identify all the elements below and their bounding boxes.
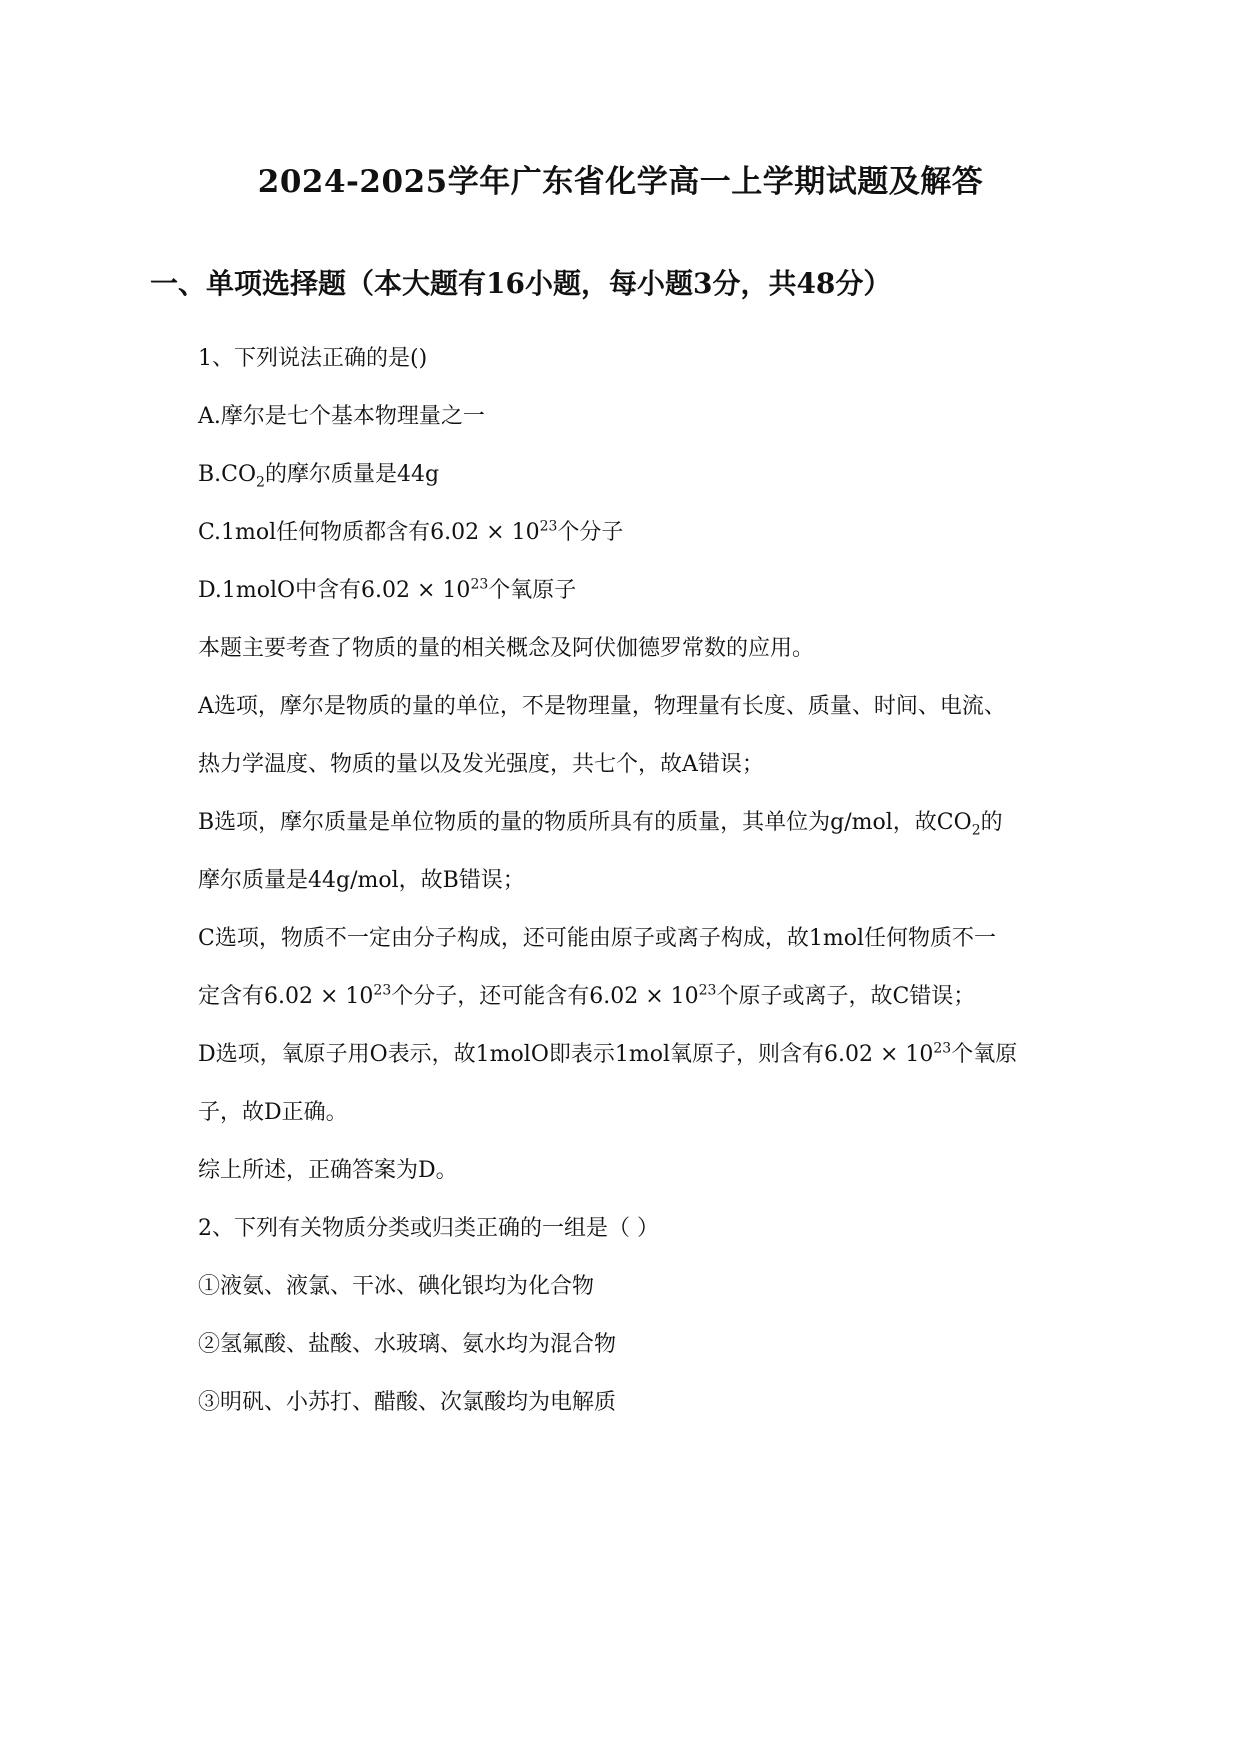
analysis-b-text-post: 的: [980, 810, 1003, 835]
question-2-stem: 2、下列有关物质分类或归类正确的一组是（ ）: [198, 1216, 659, 1241]
analysis-c-text-b: 个分子，还可能含有6.02 × 10: [391, 984, 699, 1009]
superscript: 23: [539, 518, 558, 535]
question-2-item-1: ①液氨、液氯、干冰、碘化银均为化合物: [198, 1274, 595, 1299]
superscript: 23: [698, 982, 717, 999]
option-c-text-pre: C.1mol任何物质都含有6.02 × 10: [198, 520, 540, 545]
conclusion: 综上所述，正确答案为D。: [198, 1158, 458, 1183]
superscript: 23: [933, 1040, 952, 1057]
option-d-text-post: 个氧原子: [488, 578, 577, 603]
option-c-text-post: 个分子: [557, 520, 624, 545]
analysis-d-line-1: [198, 1040, 1017, 1070]
question-1-option-b: [198, 460, 439, 490]
analysis-b-text-pre: B选项，摩尔质量是单位物质的量的物质所具有的质量，其单位为g/mol，故CO: [198, 810, 972, 835]
subscript: 2: [971, 822, 981, 839]
analysis-c-text-a: 定含有6.02 × 10: [198, 984, 374, 1009]
analysis-a-line-2: 热力学温度、物质的量以及发光强度，共七个，故A错误；: [198, 752, 764, 777]
analysis-intro: 本题主要考查了物质的量的相关概念及阿伏伽德罗常数的应用。: [198, 636, 815, 661]
question-1-option-a: A.摩尔是七个基本物理量之一: [198, 404, 485, 429]
analysis-d-text-post: 个氧原: [951, 1042, 1018, 1067]
analysis-d-text-pre: D选项，氧原子用O表示，故1molO即表示1mol氧原子，则含有6.02 × 10: [198, 1042, 934, 1067]
analysis-a-line-1: A选项，摩尔是物质的量的单位，不是物理量，物理量有长度、质量、时间、电流、: [198, 694, 1006, 719]
analysis-c-line-1: C选项，物质不一定由分子构成，还可能由原子或离子构成，故1mol任何物质不一: [198, 926, 996, 951]
question-1-option-d: [198, 576, 576, 606]
question-2-item-3: ③明矾、小苏打、醋酸、次氯酸均为电解质: [198, 1390, 617, 1415]
superscript: 23: [470, 576, 489, 593]
analysis-c-text-c: 个原子或离子，故C错误；: [716, 984, 976, 1009]
analysis-d-line-2: 子，故D正确。: [198, 1100, 348, 1125]
option-d-text-pre: D.1molO中含有6.02 × 10: [198, 578, 471, 603]
option-b-text-pre: B.CO: [198, 462, 257, 487]
question-1-stem: 1、下列说法正确的是(): [198, 346, 428, 371]
subscript: 2: [256, 474, 265, 491]
question-2-item-2: ②氢氟酸、盐酸、水玻璃、氨水均为混合物: [198, 1332, 617, 1357]
analysis-b-line-1: [198, 808, 1003, 838]
question-1-option-c: [198, 518, 623, 548]
option-b-text-post: 的摩尔质量是44g: [264, 462, 440, 487]
superscript: 23: [373, 982, 392, 999]
document-title: 2024-2025学年广东省化学高一上学期试题及解答: [257, 164, 984, 200]
analysis-c-line-2: [198, 982, 975, 1012]
analysis-b-line-2: 摩尔质量是44g/mol，故B错误；: [198, 868, 525, 893]
section-heading: 一、单项选择题（本大题有16小题，每小题3分，共48分）: [150, 267, 892, 300]
